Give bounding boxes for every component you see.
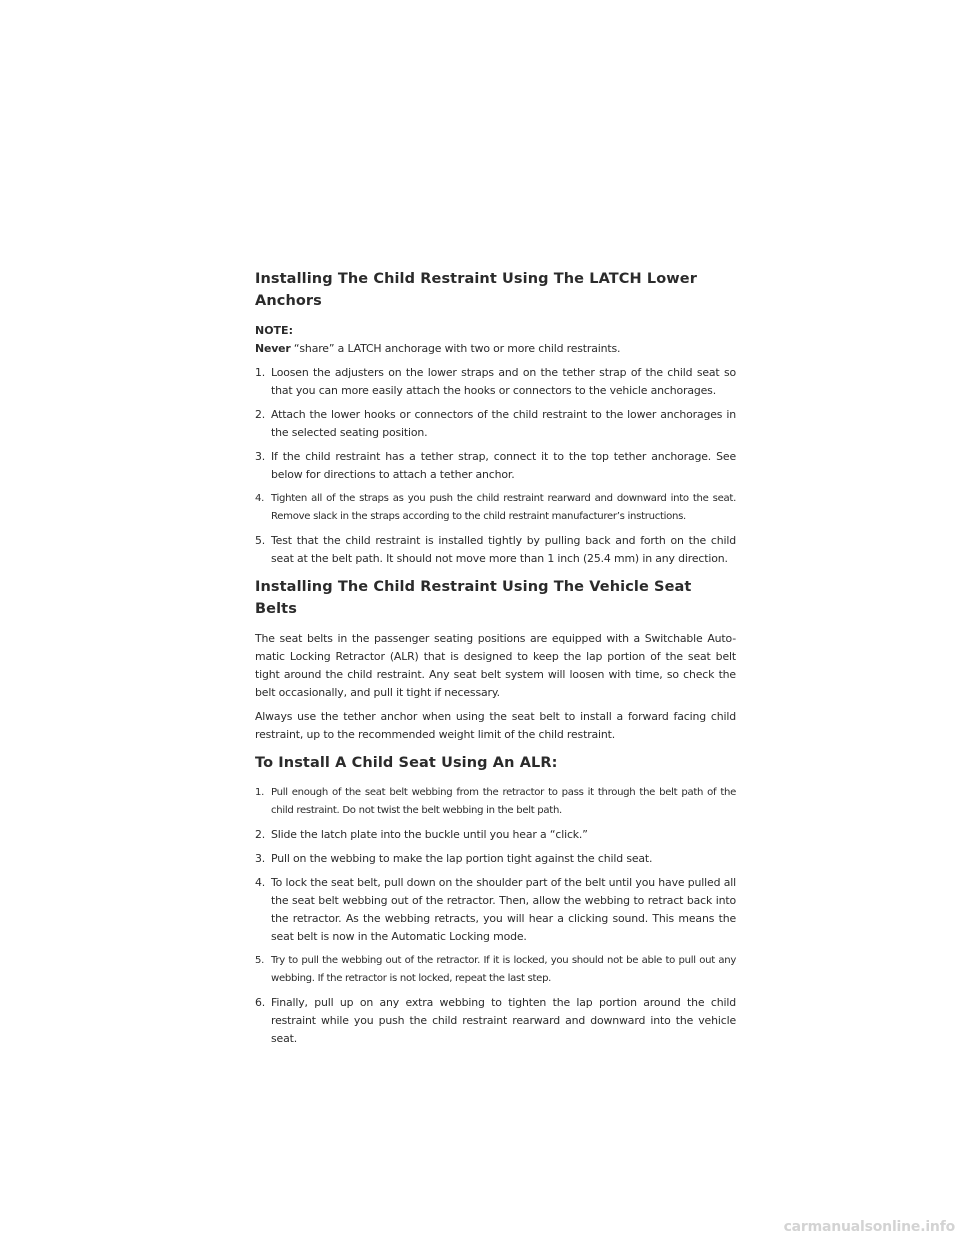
list-item-text: Loosen the adjusters on the lower straps and on the tether strap of the child seat so that you can more easily attach the hooks or connectors to the vehicle anchorages.	[271, 366, 736, 397]
list-item	[255, 784, 736, 820]
list-item-number: 5.	[255, 534, 266, 547]
note-body: “share” a LATCH anchorage with two or more child restraints.	[290, 342, 621, 355]
page-content	[255, 268, 736, 1054]
list-item	[255, 532, 736, 568]
list-item-text: Attach the lower hooks or connectors of the child restraint to the lower anchorages in the selected seating position.	[271, 408, 736, 439]
list-item-number: 1.	[255, 787, 265, 798]
section-heading-alr: To Install A Child Seat Using An ALR:	[255, 755, 558, 771]
list-item-text: Tighten all of the straps as you push the child restraint rearward and downward into the seat. Remove slack in the straps according to the child restraint manufacturer’s instructions.	[271, 493, 736, 522]
list-item	[255, 850, 736, 868]
seat-belt-paragraph-1: The seat belts in the passenger seating positions are equipped with a Switchable Auto-matic Locking Retractor (ALR) that is designed to keep the lap portion of the seat belt tight around the child restraint. Any seat belt system will loosen with time, so check the belt occasionally, and pull it tight if necessary.	[255, 632, 736, 699]
note-text	[255, 340, 736, 358]
note-bold: Never	[255, 342, 291, 355]
list-item-number: 4.	[255, 876, 266, 889]
list-item-text: Test that the child restraint is installed tightly by pulling back and forth on the child seat at the belt path. It should not move more than 1 inch (25.4 mm) in any direction.	[271, 534, 736, 565]
list-item-number: 3.	[255, 852, 266, 865]
section-heading-latch: Installing The Child Restraint Using The LATCH Lower Anchors	[255, 271, 697, 309]
seat-belt-paragraph-2: Always use the tether anchor when using the seat belt to install a forward facing child restraint, up to the recommended weight limit of the child restraint.	[255, 710, 736, 741]
list-item	[255, 826, 736, 844]
list-item-number: 3.	[255, 450, 266, 463]
note-label: NOTE:	[255, 324, 293, 337]
list-item	[255, 490, 736, 526]
list-item-text: Pull on the webbing to make the lap portion tight against the child seat.	[271, 852, 653, 865]
list-item-text: To lock the seat belt, pull down on the shoulder part of the belt until you have pulled all the seat belt webbing out of the retractor. Then, allow the webbing to retract back into the retractor. As the webbing retracts, you will hear a clicking sound. This means the seat belt is now in the Automatic Locking mode.	[271, 876, 736, 943]
list-item	[255, 994, 736, 1048]
alr-steps-list	[255, 784, 736, 1048]
watermark-text: carmanualsonline.info	[783, 1219, 955, 1235]
list-item-text: Finally, pull up on any extra webbing to tighten the lap portion around the child restraint while you push the child restraint rearward and downward into the vehicle seat.	[271, 996, 736, 1045]
list-item-number: 4.	[255, 493, 265, 504]
list-item	[255, 874, 736, 946]
list-item	[255, 952, 736, 988]
section-heading-seat-belts: Installing The Child Restraint Using The Vehicle Seat Belts	[255, 579, 692, 617]
list-item-number: 2.	[255, 828, 266, 841]
list-item-text: If the child restraint has a tether strap, connect it to the top tether anchorage. See below for directions to attach a tether anchor.	[271, 450, 736, 481]
list-item-number: 6.	[255, 996, 266, 1009]
list-item	[255, 448, 736, 484]
list-item-number: 5.	[255, 955, 265, 966]
list-item-number: 2.	[255, 408, 266, 421]
list-item-text: Slide the latch plate into the buckle until you hear a “click.”	[271, 828, 588, 841]
list-item-number: 1.	[255, 366, 266, 379]
list-item-text: Try to pull the webbing out of the retractor. If it is locked, you should not be able to pull out any webbing. If the retractor is not locked, repeat the last step.	[271, 955, 736, 984]
list-item-text: Pull enough of the seat belt webbing from the retractor to pass it through the belt path of the child restraint. Do not twist the belt webbing in the belt path.	[271, 787, 736, 816]
list-item	[255, 406, 736, 442]
latch-steps-list	[255, 364, 736, 568]
list-item	[255, 364, 736, 400]
